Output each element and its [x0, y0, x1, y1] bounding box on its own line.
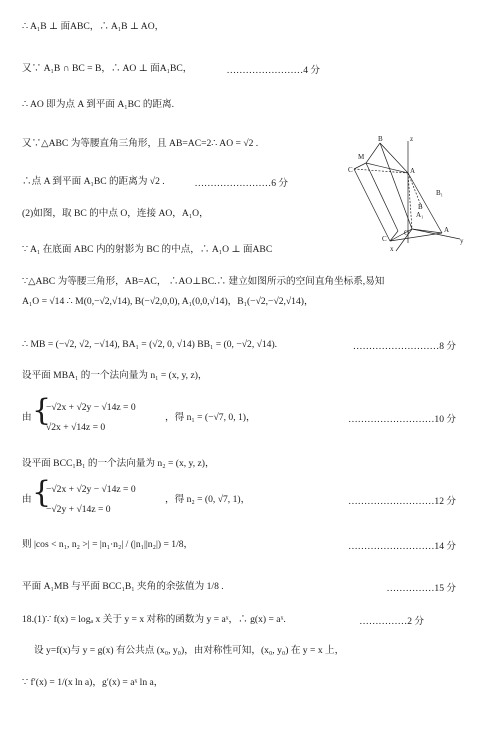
line-9: A₁O = √14 ∴ M(0,−√2,√14), B(−√2,0,0), A₁(0,0,√14)，B₁(−√2,−√2,√14)，	[22, 296, 314, 307]
line-12: 设平面 BCC₁B₁ 的一个法向量为 n₂ = (x, y, z)，	[22, 458, 215, 469]
line-8: ∵△ABC 为等腰三角形，AB=AC， ∴AO⊥BC.∴ 建立如图所示的空间直角坐标系,易知	[22, 276, 385, 287]
line-15: 18.(1)∵ f(x) = logₐ x 关于 y = x 对称的函数为 y = aˣ，∴ g(x) = aˣ.	[22, 614, 286, 625]
edge-mb	[366, 163, 398, 231]
system-2-eq-a: −√2x + √2y − √14z = 0	[46, 484, 136, 495]
line-7: ∵ A₁ 在底面 ABC 内的射影为 BC 的中点，∴ A₁O ⊥ 面ABC	[22, 244, 273, 255]
line-13: 则 |cos < n₁, n₂ >| = |n₁·n₂| / (|n₁||n₂|) = 1/8，	[22, 539, 194, 550]
label-o: O	[404, 229, 410, 237]
line-16: 设 y=f(x)与 y = g(x) 有公共点 (x₀, y₀)，由对称性可知，(x₀, y₀) 在 y = x 上，	[34, 645, 345, 656]
score-mark-8: ………………………8 分	[352, 341, 456, 352]
line-10: ∴ MB = (−√2, √2, −√14), BA₁ = (√2, 0, √14) BB₁ = (0, −√2, √14).	[22, 339, 278, 350]
label-b1: B₁	[436, 189, 444, 197]
system-2-result: ，得 n₂ = (0, √7, 1)，	[165, 494, 251, 505]
y-axis	[412, 229, 460, 239]
score-mark-10: ………………………10 分	[348, 414, 456, 425]
line-5: ∴点 A 到平面 A₁BC 的距离为 √2 .	[22, 176, 165, 187]
score-mark-2: ……………2 分	[359, 616, 424, 627]
score-mark-6: ……………………6 分	[194, 178, 288, 189]
edge-mc	[354, 163, 366, 169]
label-c-bottom: C	[382, 235, 387, 243]
label-x: x	[390, 245, 394, 253]
line-3: ∴ AO 即为点 A 到平面 A₁BC 的距离.	[22, 99, 175, 110]
line-17: ∵ f′(x) = 1/(x ln a)，g′(x) = aˣ ln a，	[22, 677, 164, 688]
line-14: 平面 A₁MB 与平面 BCC₁B₁ 夹角的余弦值为 1/8 .	[22, 581, 224, 592]
system-1-eq-b: √2x + √14z = 0	[46, 422, 106, 433]
prism-figure	[350, 133, 470, 253]
line-11: 设平面 MBA₁ 的一个法向量为 n₁ = (x, y, z)，	[22, 370, 208, 381]
label-y: y	[460, 237, 464, 245]
label-a-top: A	[410, 167, 416, 175]
line-6: (2)如图，取 BC 的中点 O，连接 AO，A₁O，	[22, 208, 209, 219]
system-1-prefix: 由	[22, 412, 32, 423]
line-1: ∴ A₁B ⊥ 面ABC，∴ A₁B ⊥ AO，	[22, 21, 165, 32]
system-1-brace: {	[32, 393, 52, 428]
system-2-prefix: 由	[22, 494, 32, 505]
edge-aa	[408, 173, 442, 233]
score-mark-14: ………………………14 分	[348, 541, 456, 552]
edge-bb1	[380, 143, 412, 229]
label-b-bottom: B	[418, 203, 423, 211]
label-m: M	[358, 153, 365, 161]
system-1-result: ，得 n₁ = (−√7, 0, 1)，	[165, 412, 256, 423]
score-mark-12: ………………………12 分	[348, 496, 456, 507]
system-2-eq-b: −√2y + √14z = 0	[46, 504, 111, 515]
label-a1: A₁	[416, 211, 424, 219]
edge-cc	[354, 169, 390, 241]
score-mark-15: ……………15 分	[386, 583, 456, 594]
label-b-top: B	[378, 135, 383, 143]
edge-bottom	[390, 231, 398, 241]
label-z: z	[410, 135, 414, 143]
line-4: 又∵△ABC 为等腰直角三角形，且 AB=AC=2∴ AO = √2 .	[22, 138, 259, 149]
system-1-eq-a: −√2x + √2y − √14z = 0	[46, 402, 136, 413]
line-2: 又∵ A₁B ∩ BC = B，∴ AO ⊥ 面A₁BC，	[22, 63, 193, 74]
score-mark-4: ……………………4 分	[226, 65, 320, 76]
label-a-bottom: A	[444, 226, 450, 234]
label-c-top: C	[348, 166, 353, 174]
top-face	[366, 143, 408, 173]
system-2-brace: {	[32, 475, 52, 510]
